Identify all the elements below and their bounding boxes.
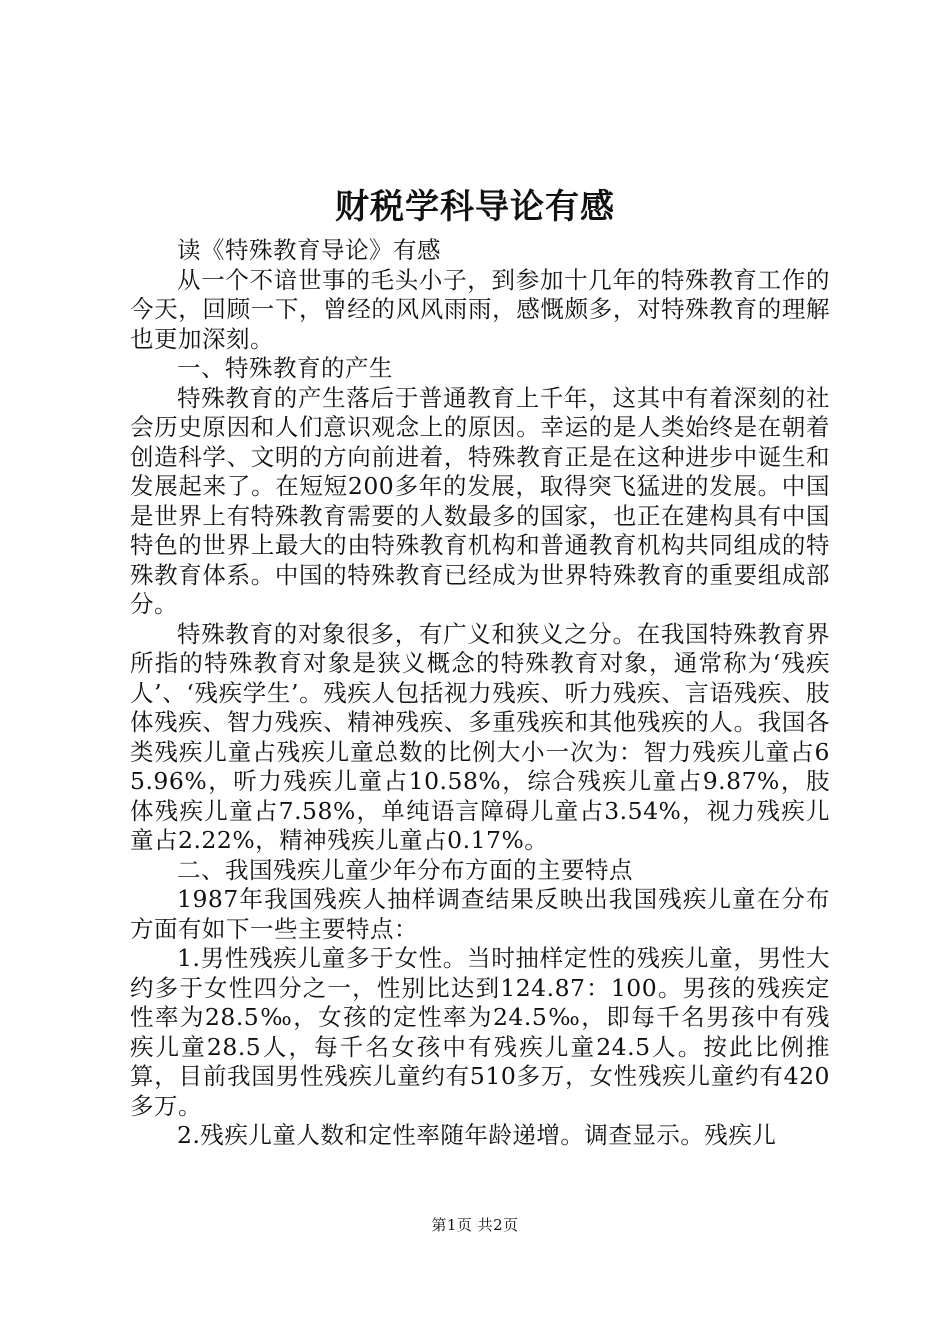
paragraph-origin: 特殊教育的产生落后于普通教育上千年，这其中有着深刻的社会历史原因和人们意识观念上的原因。幸运的是人类始终是在朝着创造科学、文明的方向前进着，特殊教育正是在这种进步中诞生和发展起来了。在短短200多年的发展，取得突飞猛进的发展。中国是世界上有特殊教育需要的人数最多的国家，也正在建构具有中国特色的世界上最大的由特殊教育机构和普通教育机构共同组成的特殊教育体系。中国的特殊教育已经成为世界特殊教育的重要组成部分。 xyxy=(130,383,830,618)
document-title: 财税学科导论有感 xyxy=(335,187,615,227)
paragraph-objects: 特殊教育的对象很多，有广义和狭义之分。在我国特殊教育界所指的特殊教育对象是狭义概念的特殊教育对象，通常称为‘残疾人’、‘残疾学生’。残疾人包括视力残疾、听力残疾、言语残疾、肢体残疾、智力残疾、精神残疾、多重残疾和其他残疾的人。我国各类残疾儿童占残疾儿童总数的比例大小一次为：智力残疾儿童占65.96%，听力残疾儿童占10.58%，综合残疾儿童占9.87%，肢体残疾儿童占7.58%，单纯语言障碍儿童占3.54%，视力残疾儿童占2.22%，精神残疾儿童占0.17%。 xyxy=(130,619,830,854)
paragraph-survey: 1987年我国残疾人抽样调查结果反映出我国残疾儿童在分布方面有如下一些主要特点： xyxy=(130,885,830,943)
paragraph-book-title: 读《特殊教育导论》有感 xyxy=(177,236,441,264)
document-body xyxy=(130,236,830,1151)
section-heading-1: 一、特殊教育的产生 xyxy=(177,354,393,382)
page-footer: 第1页 共2页 xyxy=(431,1216,519,1234)
paragraph-intro: 从一个不谙世事的毛头小子，到参加十几年的特殊教育工作的今天，回顾一下，曾经的风风雨雨，感慨颇多，对特殊教育的理解也更加深刻。 xyxy=(130,265,830,353)
section-heading-2: 二、我国残疾儿童少年分布方面的主要特点 xyxy=(177,855,633,884)
paragraph-point-1: 1.男性残疾儿童多于女性。当时抽样定性的残疾儿童，男性大约多于女性四分之一，性别比达到124.87：100。男孩的残疾定性率为28.5‰，女孩的定性率为24.5‰，即每千名男孩中有残疾儿童28.5人，每千名女孩中有残疾儿童24.5人。按此比例推算，目前我国男性残疾儿童约有510多万，女性残疾儿童约有420多万。 xyxy=(130,944,830,1120)
paragraph-point-2: 2.残疾儿童人数和定性率随年龄递增。调查显示。残疾儿 xyxy=(177,1121,777,1149)
